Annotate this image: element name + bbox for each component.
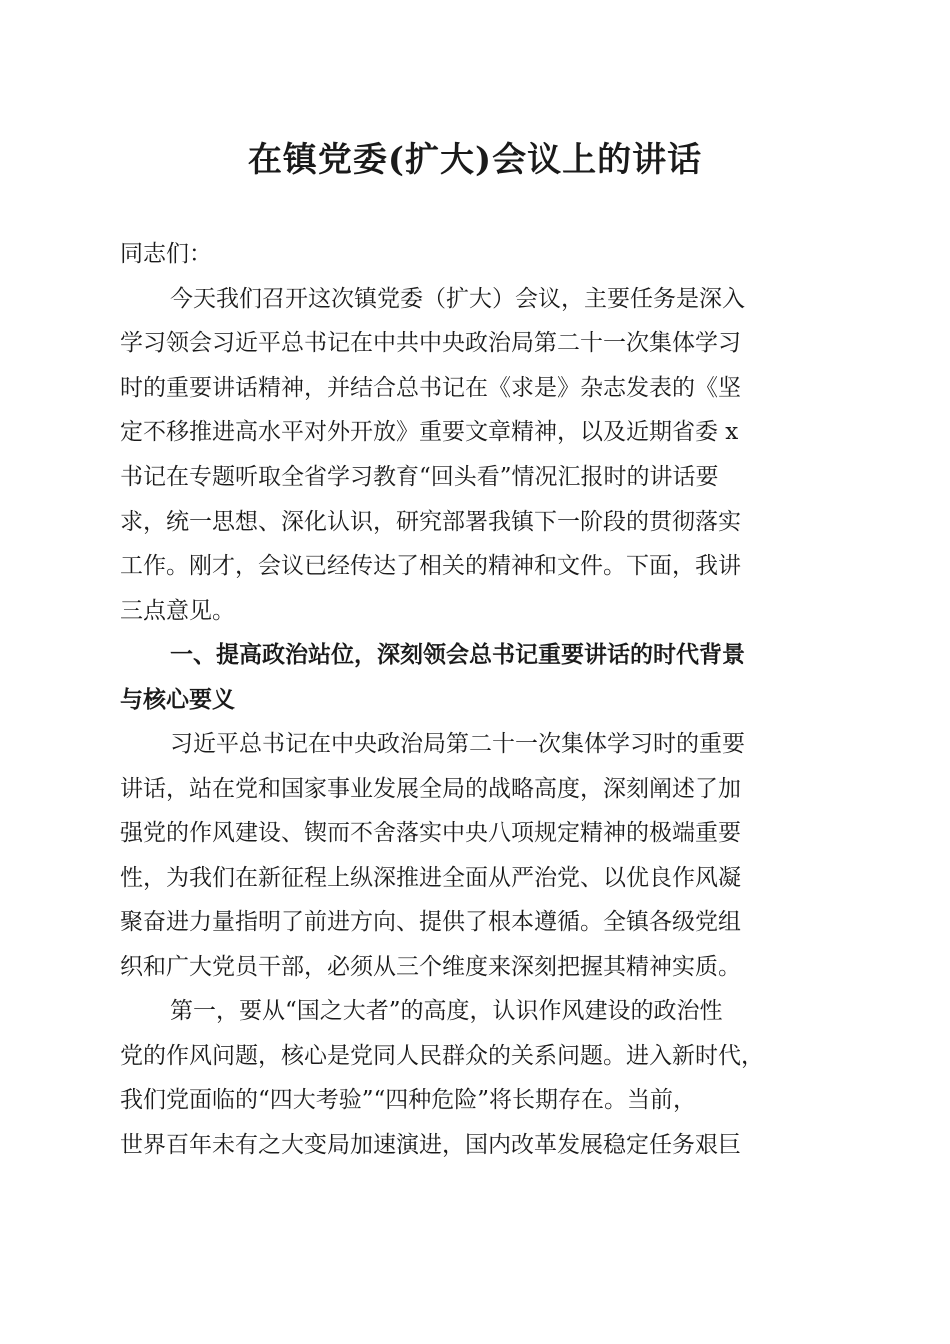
document-title: 在镇党委(扩大)会议上的讲话 bbox=[247, 140, 703, 180]
intro-paragraph-line: 今天我们召开这次镇党委（扩大）会议，主要任务是深入 bbox=[170, 286, 745, 312]
intro-paragraph-line: 工作。刚才，会议已经传达了相关的精神和文件。下面，我讲 bbox=[120, 553, 741, 579]
section-heading-line: 与核心要义 bbox=[120, 687, 235, 713]
intro-paragraph-line: 时的重要讲话精神，并结合总书记在《求是》杂志发表的《坚 bbox=[120, 375, 741, 401]
section-paragraph-line: 强党的作风建设、锲而不舍落实中央八项规定精神的极端重要 bbox=[120, 820, 741, 846]
point-paragraph-line: 我们党面临的“四大考验”“四种危险”将长期存在。当前， bbox=[120, 1087, 697, 1113]
point-heading: 第一，要从“国之大者”的高度，认识作风建设的政治性 bbox=[170, 998, 723, 1024]
intro-paragraph-line: 三点意见。 bbox=[120, 598, 235, 624]
intro-paragraph-line: 定不移推进高水平对外开放》重要文章精神，以及近期省委 x bbox=[120, 419, 739, 445]
point-paragraph-line: 世界百年未有之大变局加速演进，国内改革发展稳定任务艰巨 bbox=[120, 1132, 741, 1158]
section-heading-line: 一、提高政治站位，深刻领会总书记重要讲话的时代背景 bbox=[170, 642, 745, 668]
intro-paragraph-line: 书记在专题听取全省学习教育“回头看”情况汇报时的讲话要 bbox=[120, 464, 719, 490]
section-paragraph-line: 习近平总书记在中央政治局第二十一次集体学习时的重要 bbox=[170, 731, 745, 757]
section-paragraph-line: 聚奋进力量指明了前进方向、提供了根本遵循。全镇各级党组 bbox=[120, 909, 741, 935]
intro-paragraph-line: 求，统一思想、深化认识，研究部署我镇下一阶段的贯彻落实 bbox=[120, 509, 741, 535]
section-paragraph-line: 讲话，站在党和国家事业发展全局的战略高度，深刻阐述了加 bbox=[120, 776, 741, 802]
salutation: 同志们： bbox=[120, 241, 212, 267]
section-paragraph-line: 性，为我们在新征程上纵深推进全面从严治党、以优良作风凝 bbox=[120, 865, 741, 891]
intro-paragraph-line: 学习领会习近平总书记在中共中央政治局第二十一次集体学习 bbox=[120, 330, 741, 356]
point-paragraph-line: 党的作风问题，核心是党同人民群众的关系问题。进入新时代， bbox=[120, 1043, 764, 1069]
section-paragraph-line: 织和广大党员干部，必须从三个维度来深刻把握其精神实质。 bbox=[120, 954, 741, 980]
